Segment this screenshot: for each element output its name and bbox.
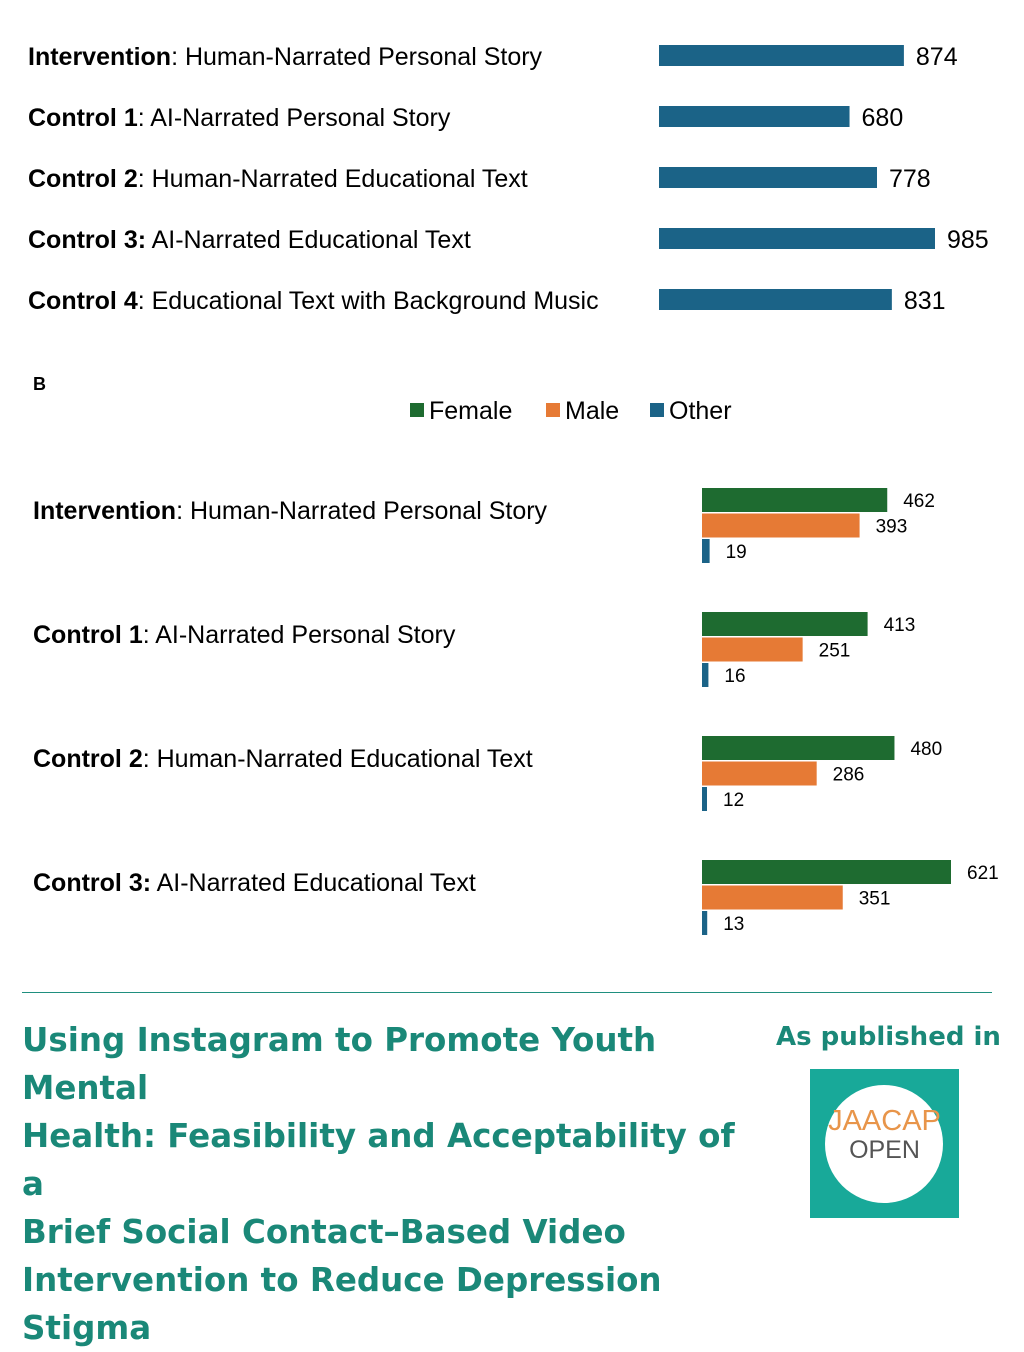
legend-swatch-other	[650, 403, 664, 417]
data-label-other: 19	[725, 542, 747, 563]
category-label: Control 2: Human-Narrated Educational Text	[33, 745, 533, 773]
data-label-other: 12	[723, 790, 745, 811]
legend-label-other: Other	[669, 397, 732, 425]
bar-female	[702, 860, 951, 884]
bar-total	[659, 45, 904, 66]
bar-female	[702, 736, 894, 760]
bar-total	[659, 289, 892, 310]
data-label-other: 16	[724, 666, 746, 687]
category-label: Intervention: Human-Narrated Personal Story	[28, 43, 543, 71]
category-label: Control 3: AI-Narrated Educational Text	[28, 226, 471, 254]
category-label: Control 3: AI-Narrated Educational Text	[33, 869, 476, 897]
logo-text-line2: OPEN	[849, 1136, 920, 1164]
bar-female	[702, 612, 868, 636]
data-label-total: 831	[903, 287, 946, 315]
bar-male	[702, 638, 803, 662]
article-title: Using Instagram to Promote Youth Mental Health: Feasibility and Acceptability of a Brief Social Contact–Based Video Intervention to Reduce Depression Stigma	[22, 1021, 735, 1347]
published-in-label: As published in	[776, 1022, 1001, 1052]
bar-total	[659, 106, 850, 127]
chart-legend	[410, 397, 732, 425]
journal-logo	[810, 1069, 959, 1218]
panel-b-gender-chart	[33, 488, 999, 935]
category-label: Control 1: AI-Narrated Personal Story	[28, 104, 451, 132]
data-label-other: 13	[723, 914, 745, 935]
legend-label-female: Female	[429, 397, 513, 425]
bar-total	[659, 167, 877, 188]
category-label: Intervention: Human-Narrated Personal Story	[33, 497, 548, 525]
bar-male	[702, 886, 843, 910]
bar-other	[702, 787, 707, 811]
divider	[22, 992, 992, 993]
category-label: Control 1: AI-Narrated Personal Story	[33, 621, 456, 649]
panel-a-total-chart	[28, 43, 989, 315]
legend-swatch-male	[546, 403, 560, 417]
data-label-total: 985	[947, 226, 989, 254]
panel-b-label: B	[33, 374, 46, 394]
bar-total	[659, 228, 935, 249]
bar-male	[702, 514, 860, 538]
category-label: Control 2: Human-Narrated Educational Text	[28, 165, 528, 193]
logo-text-line1: JAACAP	[828, 1105, 941, 1137]
bar-other	[702, 911, 707, 935]
bar-male	[702, 762, 817, 786]
data-label-female: 621	[967, 863, 999, 884]
legend-swatch-female	[410, 403, 424, 417]
data-label-total: 874	[915, 43, 958, 71]
data-label-male: 351	[858, 888, 891, 910]
bar-other	[702, 539, 710, 563]
bar-female	[702, 488, 887, 512]
data-label-male: 251	[818, 640, 851, 662]
category-label: Control 4: Educational Text with Background Music	[28, 287, 599, 315]
data-label-female: 413	[883, 615, 916, 636]
data-label-total: 680	[861, 104, 904, 132]
data-label-female: 462	[903, 491, 935, 512]
data-label-male: 286	[832, 764, 865, 786]
data-label-male: 393	[875, 516, 908, 538]
data-label-total: 778	[888, 165, 931, 193]
bar-other	[702, 663, 708, 687]
legend-label-male: Male	[565, 397, 620, 425]
data-label-female: 480	[910, 739, 943, 760]
